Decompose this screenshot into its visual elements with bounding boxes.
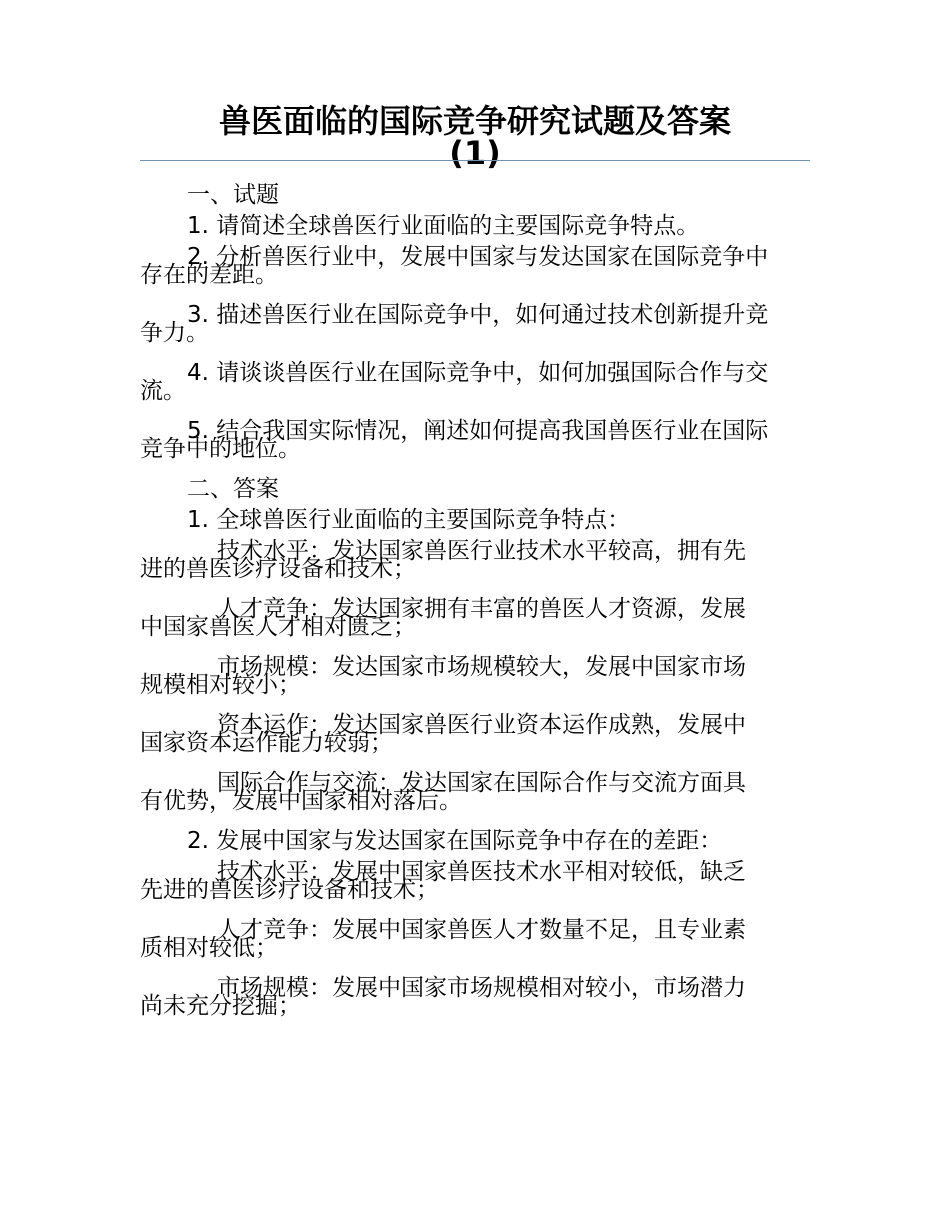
answer-2-item-1: 技术水平：发展中国家兽医技术水平相对较低，缺乏 先进的兽医诊疗设备和技术； — [140, 859, 746, 903]
question-4: 4. 请谈谈兽医行业在国际竞争中，如何加强国际合作与交 流。 — [140, 360, 769, 404]
answers-heading: 二、答案 — [187, 476, 279, 502]
answer-1-item-1: 技术水平：发达国家兽医行业技术水平较高，拥有先 进的兽医诊疗设备和技术； — [140, 538, 746, 582]
question-1: 1. 请简述全球兽医行业面临的主要国际竞争特点。 — [187, 213, 700, 239]
questions-heading: 一、试题 — [187, 182, 279, 208]
document-body — [140, 180, 812, 1037]
answer-1-item-2: 人才竞争：发达国家拥有丰富的兽医人才资源，发展 中国家兽医人才相对匮乏； — [140, 596, 746, 640]
answer-1-item-5: 国际合作与交流：发达国家在国际合作与交流方面具 有优势，发展中国家相对落后。 — [140, 770, 746, 814]
question-2: 2. 分析兽医行业中，发展中国家与发达国家在国际竞争中 存在的差距。 — [140, 244, 769, 288]
question-5: 5. 结合我国实际情况，阐述如何提高我国兽医行业在国际 竞争中的地位。 — [140, 418, 769, 462]
answer-1-item-4: 资本运作：发达国家兽医行业资本运作成熟，发展中 国家资本运作能力较弱； — [140, 712, 746, 756]
answer-2-item-3: 市场规模：发展中国家市场规模相对较小，市场潜力 尚未充分挖掘； — [140, 975, 746, 1019]
question-3: 3. 描述兽医行业在国际竞争中，如何通过技术创新提升竞 争力。 — [140, 302, 769, 346]
title-divider — [140, 160, 810, 161]
title-line-2: (1) — [449, 134, 501, 172]
answer-2-heading: 2. 发展中国家与发达国家在国际竞争中存在的差距： — [187, 828, 723, 854]
answer-1-item-3: 市场规模：发达国家市场规模较大，发展中国家市场 规模相对较小； — [140, 654, 746, 698]
answer-1-heading: 1. 全球兽医行业面临的主要国际竞争特点： — [187, 507, 631, 533]
answer-2-item-2: 人才竞争：发展中国家兽医人才数量不足，且专业素 质相对较低； — [140, 917, 746, 961]
title-line-1: 兽医面临的国际竞争研究试题及答案 — [218, 102, 731, 140]
